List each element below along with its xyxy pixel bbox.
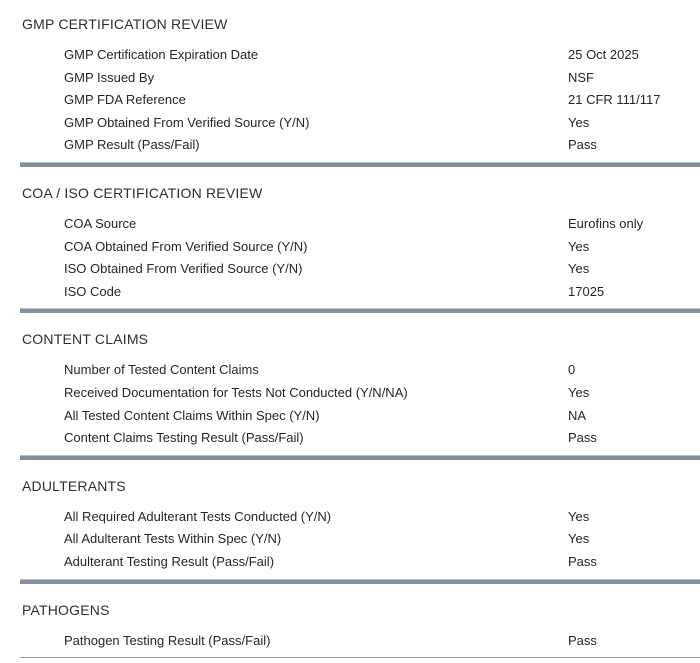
- section-adulterants: [0, 460, 700, 579]
- field-row-iso-code: [0, 284, 700, 307]
- field-row-coa-source: [0, 216, 700, 239]
- section-title-content-claims: CONTENT CLAIMS: [22, 331, 149, 348]
- field-label: All Adulterant Tests Within Spec (Y/N): [64, 531, 282, 547]
- field-value: Pass: [568, 553, 597, 569]
- field-row-pathogen-testing-result: [0, 633, 700, 656]
- section-rows-adulterants: [0, 509, 700, 577]
- field-label: Received Documentation for Tests Not Conducted (Y/N/NA): [64, 384, 408, 400]
- field-value: NA: [568, 407, 587, 423]
- field-row-gmp-result: [0, 137, 700, 160]
- field-row-gmp-expiration-date: [0, 47, 700, 70]
- field-row-gmp-verified-source: [0, 115, 700, 138]
- field-label: GMP FDA Reference: [64, 92, 186, 108]
- field-label: ISO Code: [64, 283, 122, 299]
- field-value: 0: [568, 362, 576, 378]
- section-pathogens: [0, 584, 700, 658]
- field-value: Pass: [568, 632, 597, 648]
- field-label: ISO Obtained From Verified Source (Y/N): [64, 261, 303, 277]
- field-row-adulterant-tests-conducted: [0, 509, 700, 532]
- field-value: NSF: [568, 69, 594, 85]
- field-label: GMP Certification Expiration Date: [64, 47, 259, 62]
- field-row-claims-within-spec: [0, 408, 700, 431]
- section-title-pathogens: PATHOGENS: [22, 601, 110, 618]
- field-value: Yes: [568, 508, 590, 524]
- field-value: 17025: [568, 283, 605, 299]
- field-value: Yes: [568, 384, 590, 400]
- field-row-iso-verified-source: [0, 261, 700, 284]
- field-label: Content Claims Testing Result (Pass/Fail): [64, 430, 304, 446]
- field-label: Number of Tested Content Claims: [64, 362, 259, 378]
- field-value: Pass: [568, 430, 597, 446]
- section-rows-gmp: [0, 47, 700, 160]
- section-rows-content-claims: [0, 362, 700, 452]
- section-gmp-certification-review: [0, 0, 700, 162]
- field-row-adulterant-tests-within-spec: [0, 531, 700, 554]
- field-row-claims-testing-result: [0, 430, 700, 453]
- field-label: All Required Adulterant Tests Conducted (Y/N): [64, 508, 332, 524]
- field-label: GMP Obtained From Verified Source (Y/N): [64, 114, 310, 130]
- field-value: 21 CFR 111/117: [568, 92, 661, 108]
- section-coa-iso-certification-review: [0, 167, 700, 308]
- field-label: COA Obtained From Verified Source (Y/N): [64, 238, 308, 254]
- field-value: Yes: [568, 114, 590, 130]
- field-label: GMP Issued By: [64, 69, 155, 85]
- field-row-adulterant-testing-result: [0, 554, 700, 577]
- section-rows-pathogens: [0, 633, 700, 656]
- field-label: All Tested Content Claims Within Spec (Y/N): [64, 407, 320, 423]
- field-value: Yes: [568, 238, 590, 254]
- field-row-gmp-fda-reference: [0, 92, 700, 115]
- field-row-number-tested-claims: [0, 362, 700, 385]
- bottom-rule: [20, 657, 700, 658]
- section-title-gmp: GMP CERTIFICATION REVIEW: [22, 16, 228, 32]
- field-label: GMP Result (Pass/Fail): [64, 137, 200, 153]
- field-label: COA Source: [64, 215, 137, 231]
- section-content-claims: [0, 313, 700, 454]
- section-rows-coa-iso: [0, 216, 700, 306]
- field-value: 25 Oct 2025: [568, 47, 639, 62]
- field-label: Pathogen Testing Result (Pass/Fail): [64, 632, 271, 648]
- field-value: Yes: [568, 531, 590, 547]
- field-label: Adulterant Testing Result (Pass/Fail): [64, 553, 275, 569]
- section-title-adulterants: ADULTERANTS: [22, 477, 126, 494]
- field-value: Yes: [568, 261, 590, 277]
- field-value: Pass: [568, 137, 597, 153]
- field-value: Eurofins only: [568, 215, 644, 231]
- field-row-received-documentation: [0, 385, 700, 408]
- field-row-gmp-issued-by: [0, 70, 700, 93]
- section-title-coa-iso: COA / ISO CERTIFICATION REVIEW: [22, 184, 263, 201]
- field-row-coa-verified-source: [0, 239, 700, 262]
